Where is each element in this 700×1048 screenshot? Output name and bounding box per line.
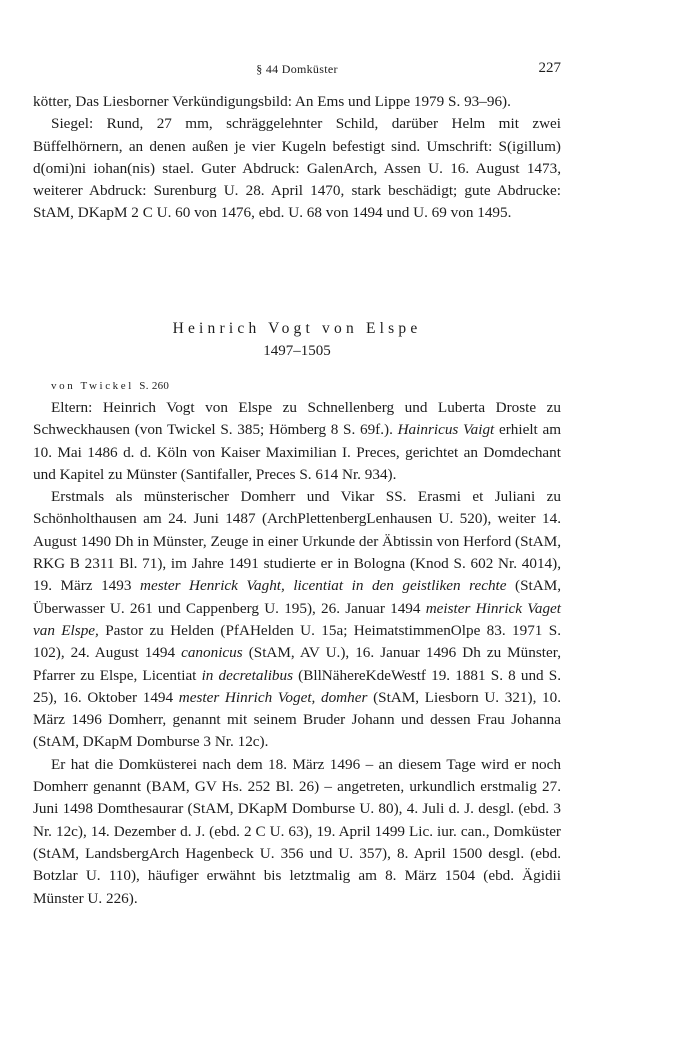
source-note-ref: S. 260 <box>139 380 170 392</box>
career-text-6: (StAM, Liesborn U. 321), 10. März 1496 Domherr, genannt mit seinem Bruder Johann und dessen Frau Johanna (StAM, DKapM Domburse 3 Nr. 12c). <box>33 688 562 751</box>
running-head-title: § 44 Domküster <box>256 62 338 76</box>
seal-paragraph: Siegel: Rund, 27 mm, schräggelehnter Schild, darüber Helm mit zwei Büffelhörnern, an denen außen je vier Kugeln befestigt sind. Umschrift: S(igillum) d(omi)ni iohan(nis) stael. Guter Abdruck: GalenArch, Assen U. 16. August 1473, weiterer Abdruck: Surenburg U. 28. April 1470, stark beschädigt; gute Abdrucke: StAM, DKapM 2 C U. 60 von 1476, ebd. U. 68 von 1494 und U. 69 von 1495. <box>33 115 561 222</box>
page-number: 227 <box>538 60 561 76</box>
career-paragraph <box>33 486 561 754</box>
career-italic-5: mester Hinrich Voget, domher <box>178 688 368 706</box>
career-italic-4: in decretalibus <box>201 666 294 684</box>
domkuester-paragraph: Er hat die Domküsterei nach dem 18. März 1496 – an diesem Tage wird er noch Domherr genannt (BAM, GV Hs. 252 Bl. 26) – angetreten, urkundlich erstmalig 27. Juni 1498 Domthesaurar (StAM, DKapM Domburse U. 80), 4. Juli d. J. desgl. (ebd. 3 Nr. 12c), 14. Dezember d. J. (ebd. 2 C U. 63), 19. April 1499 Lic. iur. can., Domküster (StAM, LandsbergArch Hagenbeck U. 356 und U. 357), 8. April 1500 desgl. (ebd. Botzlar U. 110), häufiger erwähnt bis letztmalig am 8. März 1504 (ebd. Ägidii Münster U. 226). <box>33 755 561 907</box>
career-italic-1: mester Henrick Vaght, licentiat in den geistliken rechte <box>139 577 507 595</box>
career-text-4: (StAM, AV U.), 16. Januar 1496 Dh zu Münster, Pfarrer zu Elspe, Licentiat <box>33 644 561 684</box>
source-note-label: von Twickel <box>51 380 134 392</box>
person-years: 1497–1505 <box>263 343 331 359</box>
career-text-1: Erstmals als münsterischer Domherr und Vikar SS. Erasmi et Juliani zu Schönholthausen am 24. Juni 1487 (ArchPlettenbergLenhausen U. 520), weiter 14. August 1490 Dh in Münster, Zeuge in einer Urkunde der Äbtissin von Herford (StAM, RKG B 2311 Bl. 71), im Jahre 1491 studierte er in Bologna (Knod S. 602 Nr. 4014), 19. März 1493 <box>33 488 561 595</box>
parents-text: Eltern: Heinrich Vogt von Elspe zu Schnellenberg und Luberta Droste zu Schweckhausen (von Twickel S. 385; Hömberg 8 S. 69f.). <box>33 399 561 439</box>
continued-paragraph: kötter, Das Liesborner Verkündigungsbild: An Ems und Lippe 1979 S. 93–96). <box>33 93 511 110</box>
top-text-block <box>33 91 561 225</box>
career-text-5: (BllNähereKdeWestf 19. 1881 S. 8 und S. 25), 16. Oktober 1494 <box>33 666 562 706</box>
career-italic-2: meister Hinrick Vaget van Elspe, <box>33 599 561 639</box>
career-italic-3: canonicus <box>181 644 243 662</box>
career-text-3: Pastor zu Helden (PfAHelden U. 15a; HeimatstimmenOlpe 83. 1971 S. 102), 24. August 1494 <box>33 621 561 662</box>
section-heading <box>33 318 561 362</box>
name-variant-italic: Hainricus Vaigt <box>397 421 495 439</box>
person-name: Heinrich Vogt von Elspe <box>172 320 422 337</box>
source-note <box>51 380 169 392</box>
running-head <box>33 60 561 82</box>
parents-paragraph <box>33 397 561 486</box>
preces-text: erhielt am 10. Mai 1486 d. d. Köln von Kaiser Maximilian I. Preces, gerichtet an Domdechant und Kapitel zu Münster (Santifaller, Preces S. 614 Nr. 934). <box>33 421 562 483</box>
entry-text-block <box>33 397 561 910</box>
career-text-2: (StAM, Überwasser U. 261 und Cappenberg U. 195), 26. Januar 1494 <box>33 577 562 617</box>
